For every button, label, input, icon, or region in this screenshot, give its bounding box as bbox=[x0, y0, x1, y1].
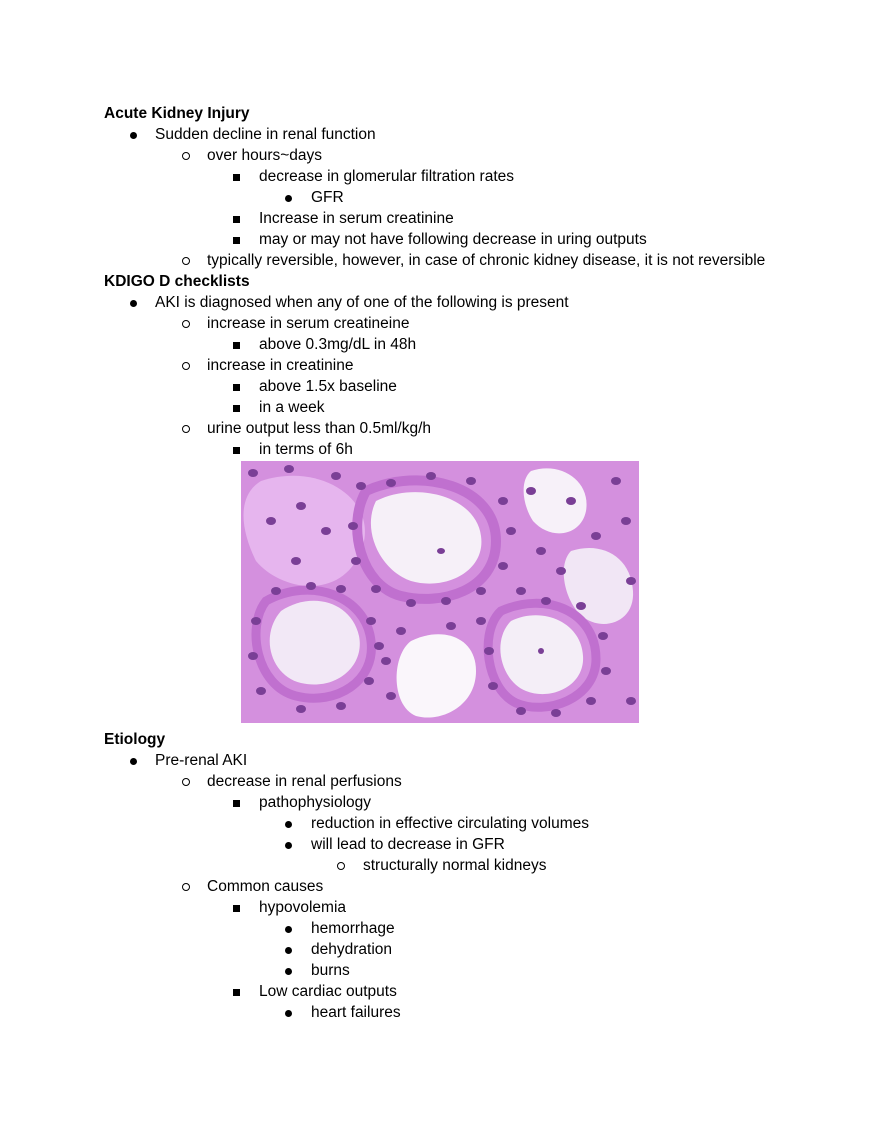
list-item: may or may not have following decrease in uring outputs bbox=[259, 231, 647, 248]
list-item: AKI is diagnosed when any of one of the following is present bbox=[155, 294, 569, 311]
bullet-circle bbox=[337, 855, 345, 876]
bullet-square bbox=[233, 376, 240, 397]
heading-acute-kidney-injury: Acute Kidney Injury bbox=[104, 105, 250, 122]
bullet-square bbox=[233, 229, 240, 250]
bullet-disc bbox=[130, 124, 137, 145]
list-item: heart failures bbox=[311, 1004, 401, 1021]
bullet-circle bbox=[182, 771, 190, 792]
list-item: urine output less than 0.5ml/kg/h bbox=[207, 420, 432, 437]
bullet-disc bbox=[285, 960, 292, 981]
list-item: typically reversible, however, in case of chronic kidney disease, it is not reversible bbox=[207, 252, 766, 269]
list-item: dehydration bbox=[311, 941, 393, 958]
bullet-circle bbox=[182, 313, 190, 334]
bullet-disc bbox=[285, 918, 292, 939]
list-item: decrease in renal perfusions bbox=[207, 773, 402, 790]
list-item: burns bbox=[311, 962, 350, 979]
bullet-disc bbox=[285, 939, 292, 960]
bullet-disc bbox=[130, 750, 137, 771]
list-item: hemorrhage bbox=[311, 920, 395, 937]
bullet-disc bbox=[285, 813, 292, 834]
list-item: in terms of 6h bbox=[259, 441, 353, 458]
bullet-disc bbox=[285, 1002, 292, 1023]
bullet-disc bbox=[285, 834, 292, 855]
list-item: over hours~days bbox=[207, 147, 323, 164]
list-item: above 1.5x baseline bbox=[259, 378, 397, 395]
list-item: decrease in glomerular filtration rates bbox=[259, 168, 515, 185]
bullet-circle bbox=[182, 418, 190, 439]
list-item: pathophysiology bbox=[259, 794, 372, 811]
list-item: hypovolemia bbox=[259, 899, 347, 916]
list-item: increase in serum creatineine bbox=[207, 315, 410, 332]
bullet-circle bbox=[182, 250, 190, 271]
bullet-circle bbox=[182, 876, 190, 897]
list-item: Sudden decline in renal function bbox=[155, 126, 376, 143]
list-item: Pre-renal AKI bbox=[155, 752, 248, 769]
list-item: will lead to decrease in GFR bbox=[311, 836, 505, 853]
list-item: above 0.3mg/dL in 48h bbox=[259, 336, 417, 353]
bullet-circle bbox=[182, 355, 190, 376]
bullet-square bbox=[233, 792, 240, 813]
bullet-square bbox=[233, 208, 240, 229]
list-item: in a week bbox=[259, 399, 325, 416]
bullet-circle bbox=[182, 145, 190, 166]
bullet-square bbox=[233, 334, 240, 355]
list-item: increase in creatinine bbox=[207, 357, 354, 374]
bullet-square bbox=[233, 166, 240, 187]
bullet-disc bbox=[130, 292, 137, 313]
bullet-disc bbox=[285, 187, 292, 208]
list-item: structurally normal kidneys bbox=[363, 857, 547, 874]
bullet-square bbox=[233, 439, 240, 460]
list-item: Increase in serum creatinine bbox=[259, 210, 454, 227]
bullet-square bbox=[233, 897, 240, 918]
bullet-square bbox=[233, 981, 240, 1002]
list-item: reduction in effective circulating volumes bbox=[311, 815, 589, 832]
list-item: GFR bbox=[311, 189, 344, 206]
heading-kdigo-checklists: KDIGO D checklists bbox=[104, 273, 250, 290]
heading-etiology: Etiology bbox=[104, 731, 166, 748]
list-item: Common causes bbox=[207, 878, 324, 895]
kidney-histology-image bbox=[241, 461, 639, 723]
bullet-square bbox=[233, 397, 240, 418]
list-item: Low cardiac outputs bbox=[259, 983, 397, 1000]
